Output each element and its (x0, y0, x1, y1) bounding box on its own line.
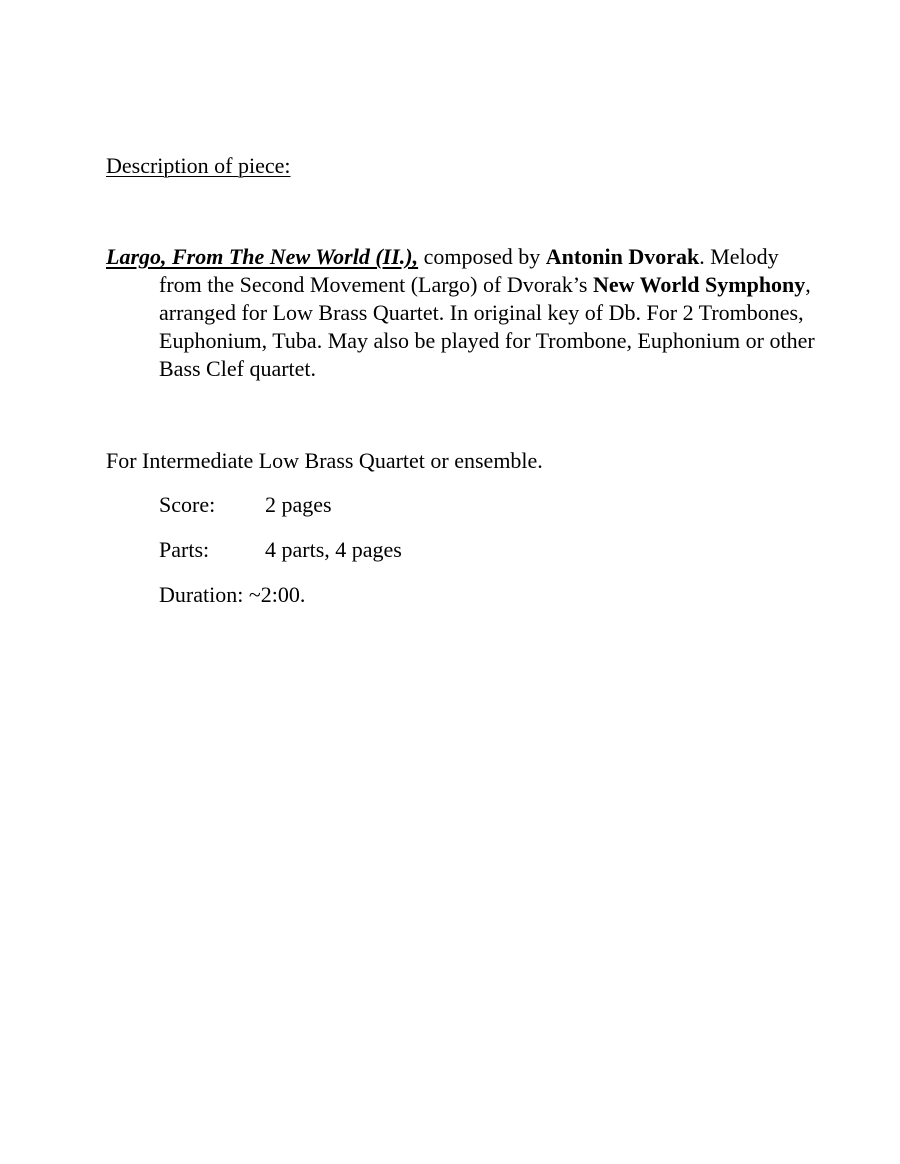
score-value: 2 pages (265, 492, 332, 517)
description-text-2: , arranged for Low Brass Quartet. In original key of Db. For 2 Trombones, Euphonium, Tuba. May also be played for Trombone, Euphonium or other Bass Clef quartet. (159, 272, 815, 381)
parts-row (159, 536, 402, 564)
description-text-1: Melody from the Second Movement (Largo) of Dvorak’s (159, 244, 779, 297)
duration-text: Duration: ~2:00. (159, 582, 306, 607)
composer-period: . (699, 244, 705, 269)
piece-title: Largo, From The New World (II.), (106, 244, 419, 269)
symphony-name: New World Symphony (592, 272, 806, 297)
duration-row (159, 581, 305, 609)
section-heading: Description of piece: (106, 153, 291, 178)
parts-value: 4 parts, 4 pages (265, 537, 402, 562)
level-text: For Intermediate Low Brass Quartet or ensemble. (106, 448, 543, 473)
score-label: Score: (159, 492, 216, 517)
piece-description (106, 243, 819, 383)
composed-by-text: composed by (418, 244, 546, 269)
score-row (159, 491, 332, 519)
parts-label: Parts: (159, 537, 210, 562)
composer-name: Antonin Dvorak (545, 244, 700, 269)
